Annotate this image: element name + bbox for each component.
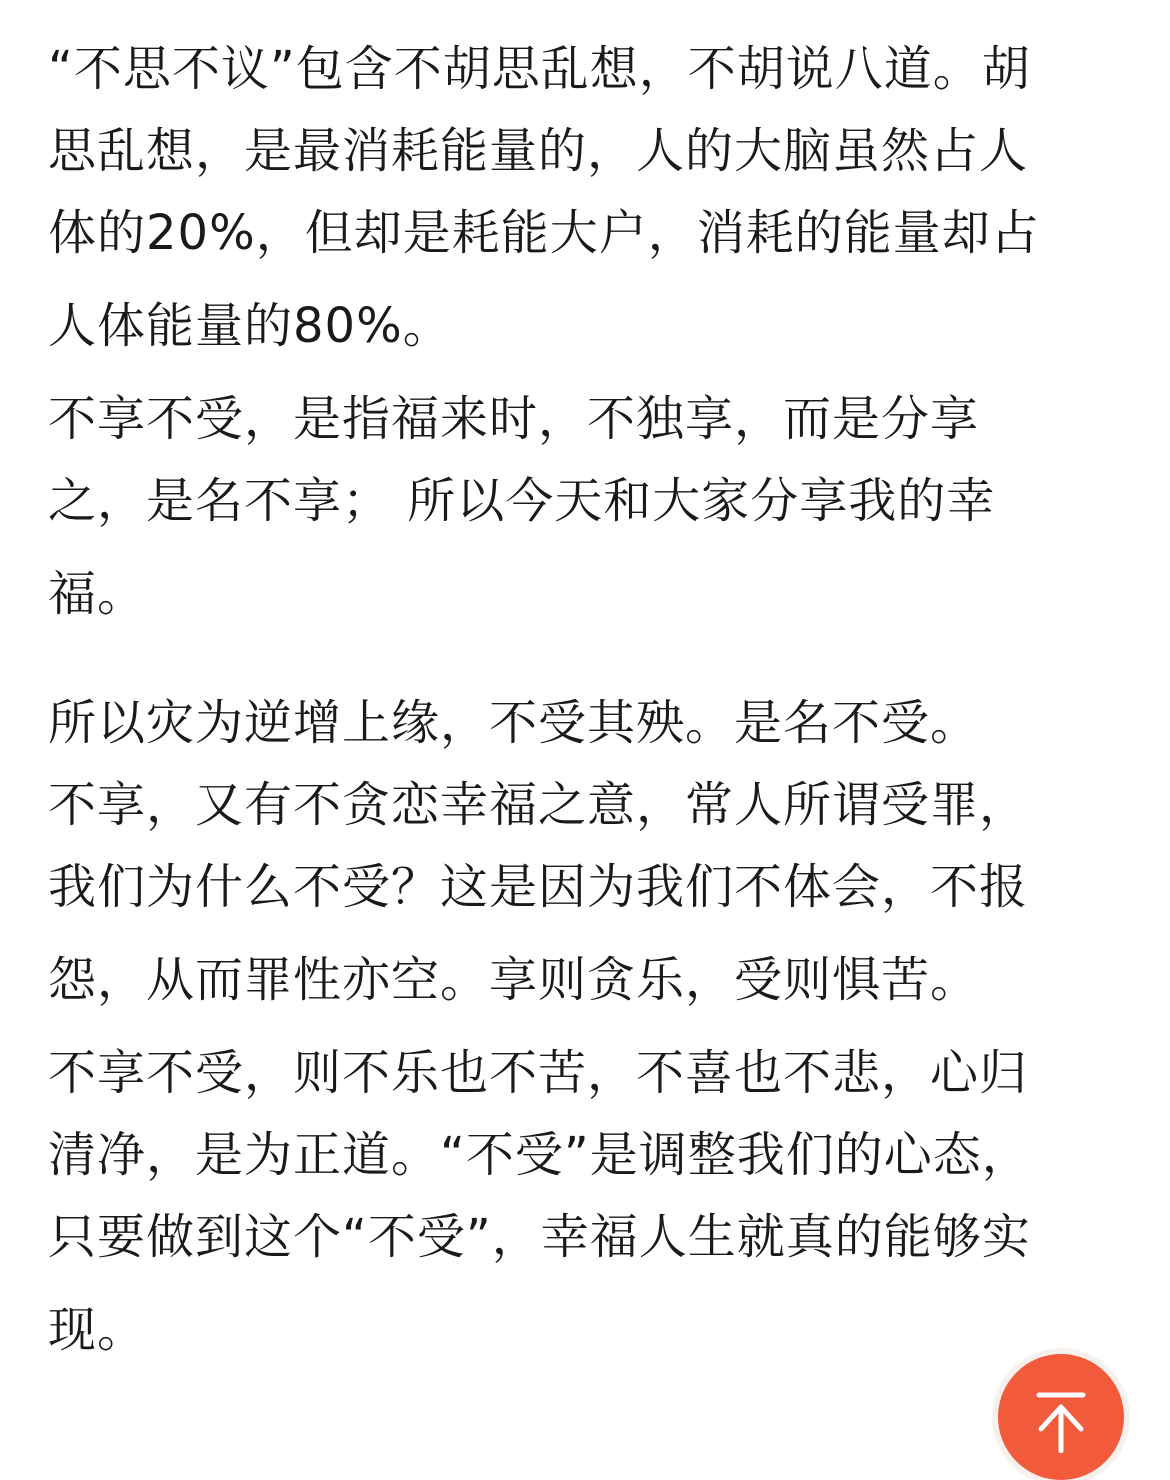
paragraph-line: “不思不议”包含不胡思乱想，不胡说八道。胡 — [48, 41, 1031, 97]
paragraph-line: 福。 — [48, 566, 147, 622]
paragraph-2 — [48, 378, 1098, 646]
paragraph-line: 我们为什么不受？这是因为我们不体会，不报 — [48, 859, 1029, 915]
paragraph-4 — [48, 764, 1098, 1032]
paragraph-5 — [48, 1032, 1098, 1382]
arrow-up-to-top-icon — [1025, 1381, 1097, 1453]
paragraph-line: 之，是名不享； 所以今天和大家分享我的幸 — [48, 473, 996, 529]
paragraph-line: 体的20%，但却是耗能大户，消耗的能量却占 — [48, 205, 1040, 261]
paragraph-line: 不享不受，则不乐也不苦，不喜也不悲，心归 — [48, 1045, 1029, 1101]
paragraph-line: 只要做到这个“不受”，幸福人生就真的能够实 — [48, 1209, 1031, 1265]
paragraph-line: 清净，是为正道。“不受”是调整我们的心态， — [48, 1127, 1031, 1183]
article-body — [48, 28, 1098, 1382]
paragraph-3 — [48, 682, 1098, 764]
paragraph-line: 怨，从而罪性亦空。享则贪乐，受则惧苦。 — [48, 952, 980, 1008]
scroll-to-top-button[interactable] — [998, 1354, 1124, 1480]
paragraph-line: 现。 — [48, 1302, 147, 1358]
paragraph-line: 人体能量的80%。 — [48, 298, 452, 354]
paragraph-line: 所以灾为逆增上缘，不受其殃。是名不受。 — [48, 695, 980, 751]
paragraph-line: 思乱想，是最消耗能量的，人的大脑虽然占人 — [48, 123, 1029, 179]
paragraph-line: 不享不受，是指福来时，不独享，而是分享 — [48, 391, 980, 447]
paragraph-1 — [48, 28, 1098, 378]
paragraph-line: 不享，又有不贪恋幸福之意，常人所谓受罪， — [48, 777, 1029, 833]
